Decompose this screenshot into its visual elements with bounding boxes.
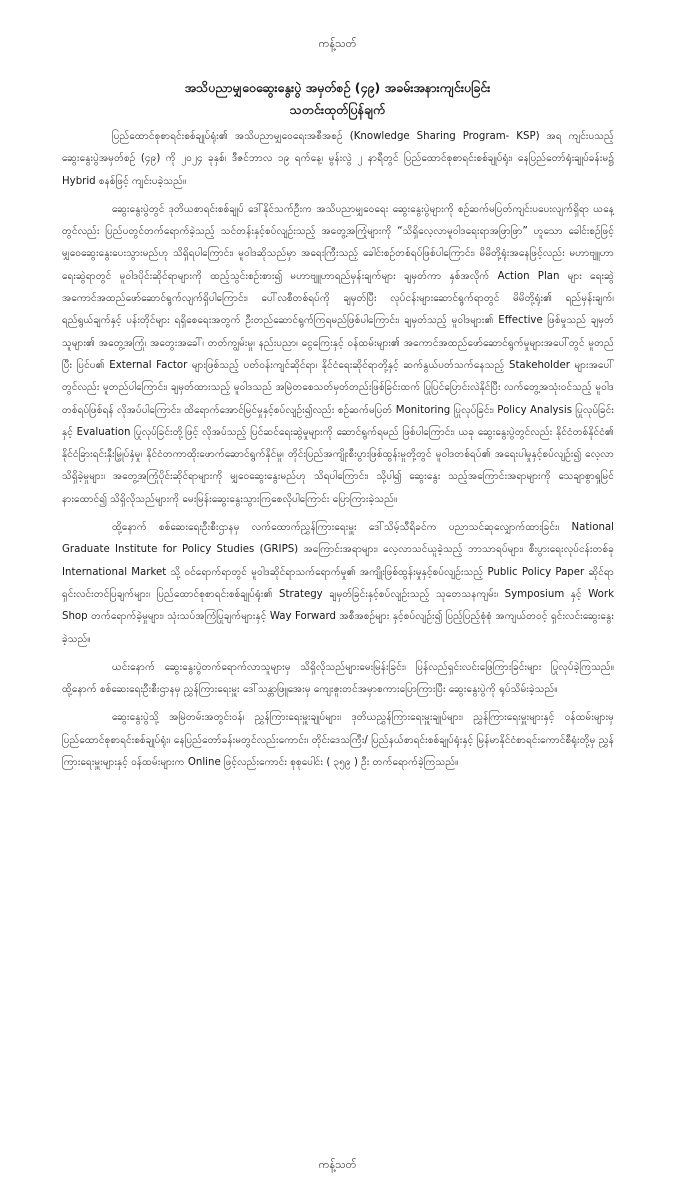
document-subtitle: သတင်းထုတ်ပြန်ချက် bbox=[289, 102, 386, 117]
document-body bbox=[62, 126, 614, 780]
paragraph-qa-closing: ယင်းနောက် ဆွေးနွေးပွဲတက်ရောက်လာသူများမှ သိရှိလိုသည်များမေးမြန်းခြင်း၊ ပြန်လည်ရှင်းလင်းဖြေကြားခြင်းများ ပြုလုပ်ခဲ့ကြသည်။ ထို့နောက် စစ်ဆေးရေးဦးစီးဌာနမှ ညွှန်ကြားရေးမှူး ဒေါ်သန္တာဖြူအေးမှ ကျေးဇူးတင်အမှာစကားပြောကြားပြီး ဆွေးနွေးပွဲကို ရုပ်သိမ်းခဲ့သည်။ bbox=[62, 661, 614, 696]
paragraph-intro: ပြည်ထောင်စုစာရင်းစစ်ချုပ်ရုံး၏ အသိပညာမျှဝေရေးအစီအစဉ် (Knowledge Sharing Program- KSP) အရ ကျင်းပသည့် ဆွေးနွေးပွဲအမှတ်စဉ် (၄၉) ကို ၂၀၂၄ ခုနှစ်၊ ဒီဇင်ဘာလ ၁၉ ရက်နေ့၊ မွန်းလွဲ ၂ နာရီတွင် ပြည်ထောင်စုစာရင်းစစ်ချုပ်ရုံး၊ နေပြည်တော်ရုံးချုပ်ခန်းမ၌ Hybrid စနစ်ဖြင့် ကျင်းပခဲ့သည်။ bbox=[62, 131, 614, 187]
document-title: အသိပညာမျှဝေဆွေးနွေးပွဲ အမှတ်စဉ် (၄၉) အခမ်းအနားကျင်းပခြင်း bbox=[184, 80, 491, 95]
top-classification-label: ကန့်သတ် bbox=[318, 37, 357, 50]
bottom-classification-label: ကန့်သတ် bbox=[318, 1158, 357, 1171]
paragraph-attendance: ဆွေးနွေးပွဲသို့ အမြဲတမ်းအတွင်းဝန်၊ ညွှန်ကြားရေးမှူးချုပ်များ၊ ဒုတိယညွှန်ကြားရေးမှူးချုပ်များ၊ ညွှန်ကြားရေးမှူးများနှင့် ဝန်ထမ်းများမှ ပြည်ထောင်စုစာရင်းစစ်ချုပ်ရုံး၊ နေပြည်တော်ခန်းမတွင်လည်းကောင်း၊ တိုင်းဒေသကြီး/ ပြည်နယ်စာရင်းစစ်ချုပ်ရုံးနှင့် မြန်မာနိုင်ငံစာရင်းကောင်စီရုံးတို့မှ ညွှန်ကြားရေးမှူးများနှင့် ဝန်ထမ်းများက Online ဖြင့်လည်းကောင်း စုစုပေါင်း ( ၃၅၉ ) ဦး တက်ရောက်ခဲ့ကြသည်။ bbox=[62, 712, 614, 769]
paragraph-presentation: ထို့နောက် စစ်ဆေးရေးဦးစီးဌာနမှ လက်ထောက်ညွှန်ကြားရေးမှူး ဒေါ်သိမ့်သီရိခင်က ပညာသင်ဆုလျှောက်ထားခြင်း၊ National Graduate Institute for Policy Studies (GRIPS) အကြောင်းအရာများ၊ လေ့လာသင်ယူခဲ့သည့် ဘာသာရပ်များ၊ စီးပွားရေးလုပ်ငန်းတစ်ခု International Market သို့ ဝင်ရောက်ရာတွင် မူဝါဒဆိုင်ရာသက်ရောက်မှု၏ အကျိုးဖြစ်ထွန်းမှုနှင့်စပ်လျဉ်းသည့် Public Policy Paper ဆိုင်ရာ ရှင်းလင်းတင်ပြချက်များ၊ ပြည်ထောင်စုစာရင်းစစ်ချုပ်ရုံး၏ Strategy ချမှတ်ခြင်းနှင့်စပ်လျဉ်းသည့် သုတေသနကျမ်း၊ Symposium နှင့် Work Shop တက်ရောက်ခဲ့မှုများ၊ သုံးသပ်အကြံပြုချက်များနှင့် Way Forward အစီအစဉ်များ နှင့်စပ်လျဉ်း၍ ပြည့်ပြည့်စုံစုံ အကျယ်တဝင့် ရှင်းလင်းဆွေးနွေးခဲ့သည်။ bbox=[62, 522, 614, 645]
paragraph-opening-speech: ဆွေးနွေးပွဲတွင် ဒုတိယစာရင်းစစ်ချုပ် ဒေါ်နိုင်သက်ဦးက အသိပညာမျှဝေရေး ဆွေးနွေးပွဲများကို စဉ်ဆက်မပြတ်ကျင်းပပေးလျက်ရှိရာ ယနေ့တွင်လည်း ပြည်ပတွင်တက်ရောက်ခဲ့သည့် သင်တန်းနှင့်စပ်လျဉ်းသည့် အတွေ့အကြုံများကို “သိရှိလေ့လာမူဝါဒရေးရာအဖြာဖြာ” ဟူသော ခေါင်းစဉ်ဖြင့် မျှဝေဆွေးနွေးပေးသွားမည်ဟု သိရှိရပါကြောင်း၊ မူဝါဒဆိုသည်မှာ အရေးကြီးသည့် ခေါင်းစဉ်တစ်ရပ်ဖြစ်ပါကြောင်း၊ မိမိတို့ရုံးအနေဖြင့်လည်း မဟာဗျူဟာရေးဆွဲရာတွင် မူဝါဒပိုင်းဆိုင်ရာများကို ထည့်သွင်းစဉ်းစား၍ မဟာဗျူဟာရည်မှန်းချက်များ ချမှတ်ကာ နှစ်အလိုက် Action Plan များ ရေးဆွဲအကောင်အထည်ဖော်ဆောင်ရွက်လျက်ရှိပါကြောင်း၊ ပေါ်လစီတစ်ရပ်ကို ချမှတ်ပြီး လုပ်ငန်းများဆောင်ရွက်ရာတွင် မိမိတို့ရုံး၏ ရည်မှန်းချက်၊ ရည်ရွယ်ချက်နှင့် ပန်းတိုင်များ ရရှိစေရေးအတွက် ဦးတည်ဆောင်ရွက်ကြရမည်ဖြစ်ပါကြောင်း၊ ချမှတ်သည့် မူဝါဒများ၏ Effective ဖြစ်မှုသည် ချမှတ်သူများ၏ အတွေ့အကြုံ၊ အတွေးအခေါ်၊ တတ်ကျွမ်းမှု၊ နည်းပညာ၊ ငွေကြေးနှင့် ဝန်ထမ်းများ၏ အကောင်အထည်ဖော်ဆောင်ရွက်မှုများအပေါ်တွင် မူတည်ပြီး ပြင်ပ၏ External Factor များဖြစ်သည့် ပတ်ဝန်းကျင်ဆိုင်ရာ၊ နိုင်ငံရေးဆိုင်ရာတို့နှင့် ဆက်နွယ်ပတ်သက်နေသည့် Stakeholder များအပေါ်တွင်လည်း မူတည်ပါကြောင်း၊ ချမှတ်ထားသည့် မူဝါဒသည် အမြဲတစေသတ်မှတ်တည်းဖြစ်ခြင်းထက် ပြုပြင်ပြောင်းလဲနိုင်ပြီး လက်တွေ့အသုံးဝင်သည့် မူဝါဒတစ်ရပ်ဖြစ်ရန် လိုအပ်ပါကြောင်း၊ ထိရောက်အောင်မြင်မှုနှင့်စပ်လျဉ်း၍လည်း စဉ်ဆက်မပြတ် Monitoring ပြုလုပ်ခြင်း၊ Policy Analysis ပြုလုပ်ခြင်းနှင့် Evaluation ပြုလုပ်ခြင်းတို့ဖြင့် လိုအပ်သည့် ပြင်ဆင်ရေးဆွဲမှုများကို ဆောင်ရွက်ရမည် ဖြစ်ပါကြောင်း၊ ယခု ဆွေးနွေးပွဲတွင်လည်း နိုင်ငံတစ်နိုင်ငံ၏ နိုင်ငံခြားရင်းနှီးမြှုပ်နှံမှု၊ နိုင်ငံတကာထိုးဖောက်ဆောင်ရွက်နိုင်မှု၊ တိုင်းပြည်အကျိုးစီးပွားဖြစ်ထွန်းမှုတို့တွင် မူဝါဒတစ်ရပ်၏ အရေးပါမှုနှင့်စပ်လျဉ်း၍ လေ့လာသိရှိခဲ့မှုများ၊ အတွေ့အကြုံပိုင်းဆိုင်ရာများကို မျှဝေဆွေးနွေးမည်ဟု သိရပါကြောင်း၊ သို့ပါ၍ ဆွေးနွေး သည့်အကြောင်းအရာများကို သေချာစွာရှုမြင်နားထောင်၍ သိရှိလိုသည်များကို မေးမြန်းဆွေးနွေးသွားကြစေလိုပါကြောင်း ပြောကြားခဲ့သည်။ bbox=[62, 203, 614, 505]
